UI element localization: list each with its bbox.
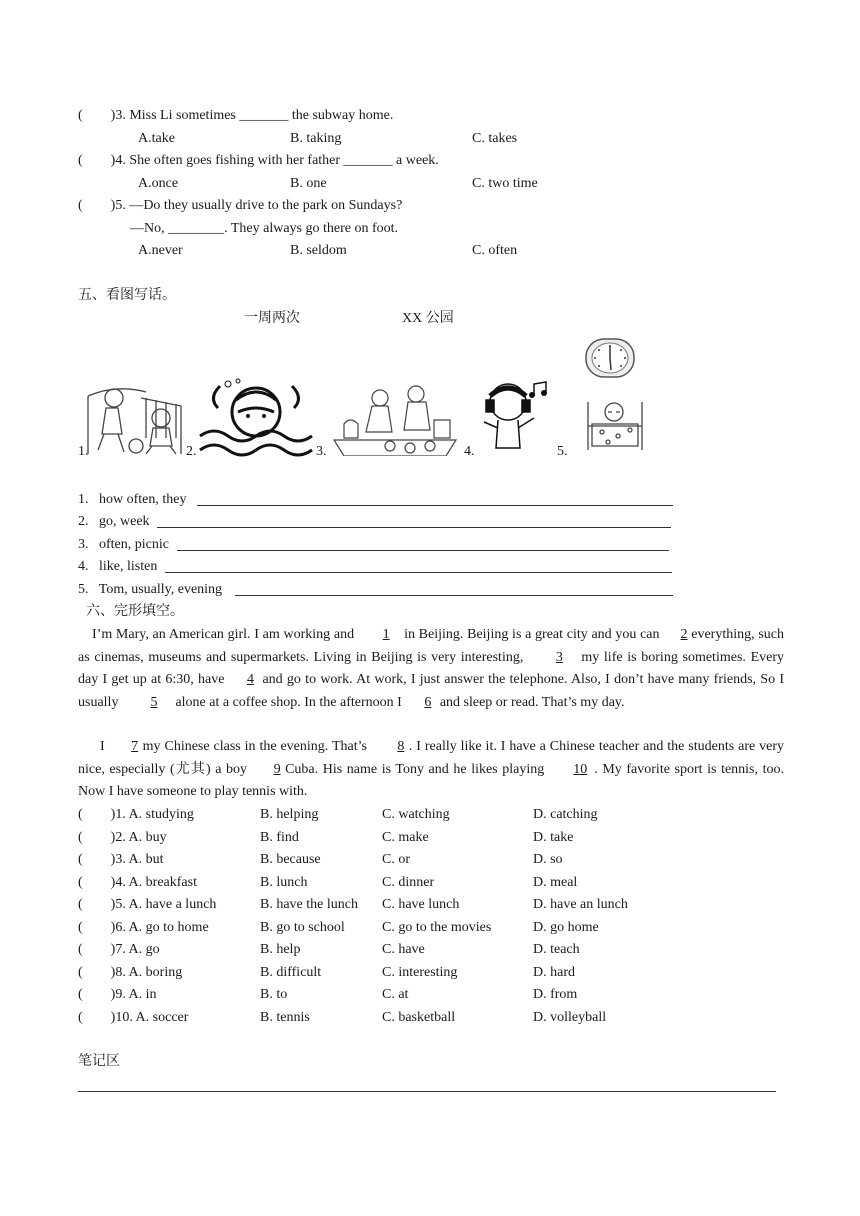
hint-park: XX 公园: [402, 311, 454, 326]
writing-prompt-5: 5. Tom, usually, evening: [78, 582, 223, 597]
mc-option: B. one: [290, 176, 327, 191]
mc-option: A.once: [138, 176, 179, 191]
pic-number-5: 5.: [557, 444, 568, 459]
mc-question-5: ( )5. —Do they usually drive to the park on Sundays?: [78, 198, 403, 213]
text: and sleep or read. That’s my day.: [439, 694, 625, 710]
question-option-a[interactable]: ( )6. A. go to home: [78, 919, 209, 935]
blank-6[interactable]: 6: [424, 694, 432, 710]
question-option-a[interactable]: ( )7. A. go: [78, 942, 160, 957]
question-option[interactable]: C. interesting: [382, 964, 458, 980]
question-option[interactable]: C. at: [382, 987, 409, 1002]
notes-line[interactable]: [78, 1091, 776, 1092]
answer-line-2[interactable]: [157, 527, 671, 528]
pic-number-4: 4.: [464, 444, 475, 459]
writing-prompt-3: 3. often, picnic: [78, 537, 169, 552]
question-option[interactable]: D. go home: [533, 919, 599, 935]
hint-twice-a-week: 一周两次: [244, 311, 300, 326]
music-picture: [476, 378, 556, 458]
answer-line-3[interactable]: [177, 550, 669, 551]
text: alone at a coffee shop. In the afternoon I: [171, 694, 402, 710]
mc-option: A.never: [138, 243, 183, 258]
mc-option: C. two time: [472, 176, 538, 191]
question-option[interactable]: D. take: [533, 829, 574, 845]
question-option[interactable]: D. so: [533, 852, 563, 867]
blank-5[interactable]: 5: [150, 694, 158, 710]
question-option[interactable]: D. hard: [533, 964, 575, 980]
writing-prompt-4: 4. like, listen: [78, 559, 158, 574]
writing-prompt-1: 1. how often, they: [78, 492, 187, 507]
text: my life is boring sometimes. Every day I get up at 6:30, have: [78, 649, 784, 687]
answer-line-5[interactable]: [235, 595, 673, 596]
mc-option: B. taking: [290, 131, 342, 146]
pic-number-3: 3.: [316, 444, 327, 459]
question-option[interactable]: C. have: [382, 942, 425, 957]
mc-option: A.take: [138, 131, 175, 146]
mc-option: C. takes: [472, 131, 518, 146]
blank-10[interactable]: 10: [573, 761, 588, 777]
question-option[interactable]: B. helping: [260, 807, 319, 822]
text: I: [100, 739, 105, 754]
question-option[interactable]: C. watching: [382, 807, 450, 822]
question-option[interactable]: D. teach: [533, 942, 580, 957]
question-option[interactable]: B. go to school: [260, 919, 345, 935]
question-option-a[interactable]: ( )8. A. boring: [78, 964, 183, 980]
pic-number-2: 2.: [186, 444, 197, 459]
question-option[interactable]: C. dinner: [382, 874, 435, 890]
text: I’m Mary, an American girl. I am working and: [92, 627, 355, 642]
blank-9[interactable]: 9: [273, 761, 281, 777]
question-option[interactable]: D. catching: [533, 807, 598, 822]
blank-3[interactable]: 3: [555, 649, 563, 665]
clock-icon: [584, 338, 636, 378]
notes-title: 笔记区: [78, 1054, 120, 1069]
writing-prompt-2: 2. go, week: [78, 514, 150, 529]
question-option[interactable]: D. have an lunch: [533, 897, 628, 912]
question-option[interactable]: B. tennis: [260, 1009, 310, 1025]
sleeping-picture: [584, 396, 646, 452]
question-option[interactable]: B. help: [260, 942, 301, 957]
question-option[interactable]: C. make: [382, 829, 429, 845]
question-option-a[interactable]: ( )3. A. but: [78, 852, 164, 867]
blank-2[interactable]: 2: [680, 627, 688, 642]
question-option-a[interactable]: ( )4. A. breakfast: [78, 874, 197, 890]
question-option-a[interactable]: ( )9. A. in: [78, 987, 157, 1002]
question-option-a[interactable]: ( )1. A. studying: [78, 807, 194, 822]
answer-line-4[interactable]: [165, 572, 672, 573]
answer-line-1[interactable]: [197, 505, 673, 506]
soccer-picture: [86, 378, 186, 456]
text: everything, such as cinemas, museums and supermarkets. Living in Beijing is very interesting,: [78, 627, 784, 665]
question-option[interactable]: B. because: [260, 852, 321, 867]
question-option[interactable]: B. have the lunch: [260, 897, 358, 912]
mc-option: C. often: [472, 243, 518, 258]
pic-number-1: 1.: [78, 444, 89, 459]
blank-7[interactable]: 7: [131, 739, 139, 754]
cloze-paragraph-2: [78, 736, 784, 804]
text: my Chinese class in the evening. That’s: [142, 739, 371, 754]
section-6-title: 六、完形填空。: [86, 604, 184, 619]
blank-4[interactable]: 4: [246, 672, 254, 687]
question-option-a[interactable]: ( )10. A. soccer: [78, 1009, 189, 1025]
text: . My favorite sport is tennis, too. Now I have someone to play tennis with.: [78, 761, 785, 799]
mc-question-3: ( )3. Miss Li sometimes _______ the subway home.: [78, 108, 394, 123]
question-option[interactable]: D. volleyball: [533, 1009, 607, 1025]
blank-8[interactable]: 8: [397, 739, 405, 754]
picnic-picture: [330, 380, 460, 456]
section-5-title: 五、看图写话。: [78, 288, 176, 303]
text: in Beijing. Beijing is a great city and you can: [404, 627, 660, 642]
swimming-picture: [198, 378, 314, 458]
question-option[interactable]: B. find: [260, 829, 299, 845]
question-option[interactable]: D. from: [533, 987, 578, 1002]
mc-question-4: ( )4. She often goes fishing with her father _______ a week.: [78, 153, 439, 168]
question-option-a[interactable]: ( )2. A. buy: [78, 829, 167, 845]
question-option-a[interactable]: ( )5. A. have a lunch: [78, 897, 217, 912]
question-option[interactable]: C. or: [382, 852, 410, 867]
mc-option: B. seldom: [290, 243, 347, 258]
question-option[interactable]: B. lunch: [260, 874, 308, 890]
question-option[interactable]: B. difficult: [260, 964, 322, 980]
question-option[interactable]: C. basketball: [382, 1009, 456, 1025]
text: . I really like it. I have a Chinese teacher and the students are very nice, especially (尤其) a boy: [78, 739, 784, 777]
mc-question-5-reply: —No, ________. They always go there on foot.: [130, 221, 399, 236]
cloze-paragraph-1: [78, 624, 784, 714]
question-option[interactable]: B. to: [260, 987, 288, 1002]
question-option[interactable]: D. meal: [533, 874, 578, 890]
question-option[interactable]: C. go to the movies: [382, 919, 492, 935]
question-option[interactable]: C. have lunch: [382, 897, 460, 912]
text: Cuba. His name is Tony and he likes playing: [285, 761, 545, 777]
text: and go to work. At work, I just answer the telephone. Also, I don’t have many friends, So I usually: [78, 672, 785, 710]
blank-1[interactable]: 1: [382, 627, 390, 642]
